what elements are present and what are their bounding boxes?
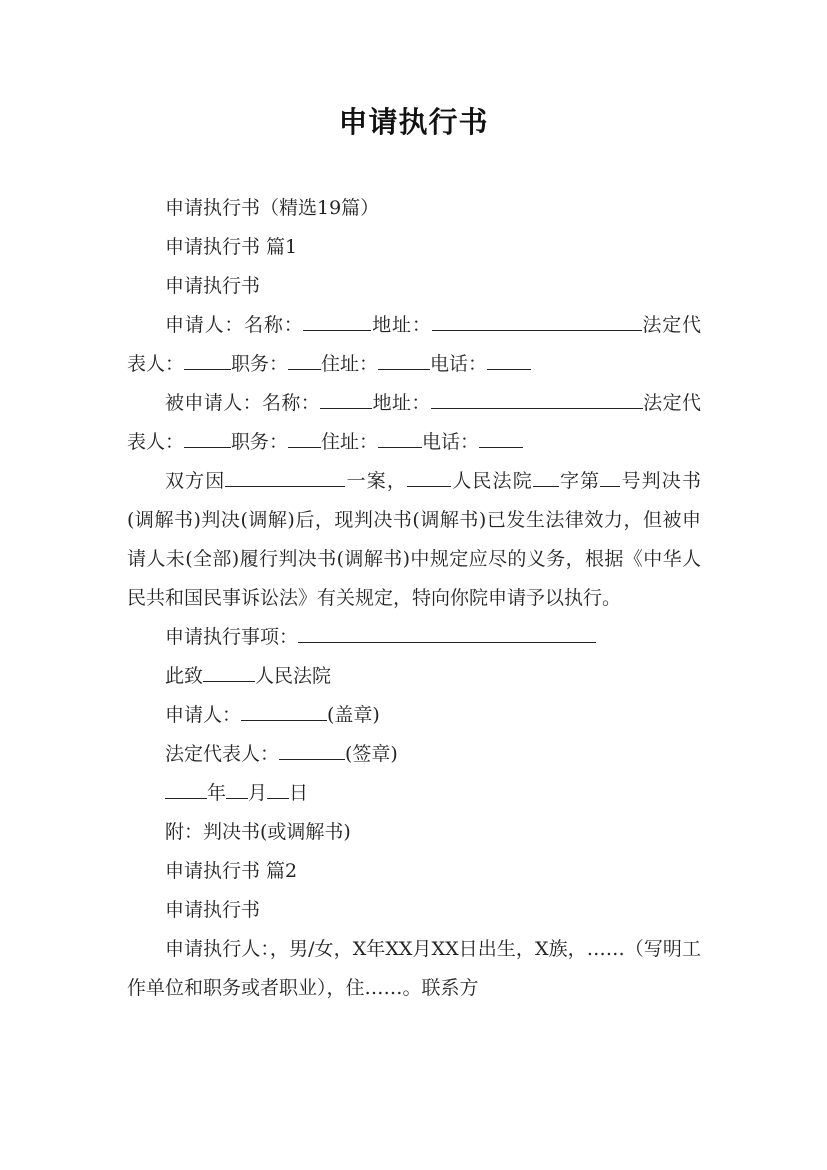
blank-line <box>298 620 596 643</box>
applicant-address-label: 地址： <box>371 314 432 336</box>
section-title-1: 申请执行书 <box>165 275 261 297</box>
attachment-line: 附：判决书(或调解书) <box>165 821 351 843</box>
text-fragment: 人民法院 <box>255 665 332 687</box>
matters-line <box>127 618 701 657</box>
text-fragment: 此致 <box>165 665 204 687</box>
applicant-signature-line <box>127 696 701 735</box>
matters-label: 申请执行事项： <box>165 626 299 648</box>
blank-line <box>303 308 371 331</box>
respondent-residence-label: 住址： <box>321 431 379 453</box>
blank-line <box>600 464 620 487</box>
blank-line <box>407 464 451 487</box>
text-fragment: 日 <box>289 782 309 804</box>
blank-line <box>288 425 321 448</box>
blank-line <box>267 776 289 799</box>
document-body <box>127 189 701 1008</box>
blank-line <box>432 308 642 331</box>
text-fragment: 字第 <box>558 470 601 492</box>
blank-line <box>320 386 372 409</box>
text-fragment: 号判决书(调解书)判决(调解)后，现判决书(调解书)已发生法律效力，但被申请人未(全部)履行判决书(调解书)中规定应尽的义务，根据《中华人民共和国民事诉讼法》有关规定，特向你院申请予以执行。 <box>127 470 701 609</box>
blank-line <box>279 737 345 760</box>
blank-line <box>378 347 430 370</box>
respondent-name-label: 被申请人：名称： <box>165 392 321 414</box>
blank-line <box>288 347 321 370</box>
section-title-2: 申请执行书 <box>165 899 261 921</box>
text-fragment: 年 <box>207 782 227 804</box>
page-title: 申请执行书 <box>338 105 489 139</box>
applicant-title-label: 职务： <box>231 353 289 375</box>
applicant-name-label: 申请人：名称： <box>165 314 304 336</box>
text-fragment: 人民法院 <box>451 470 533 492</box>
applicant-info-paragraph: 申请执行人：，男/女，X年XX月XX日出生，X族，……（写明工作单位和职务或者职业），住……。联系方 <box>127 938 701 999</box>
case-paragraph <box>127 462 701 618</box>
salutation-line <box>127 657 701 696</box>
text-fragment: 双方因 <box>165 470 226 492</box>
applicant-residence-label: 住址： <box>321 353 379 375</box>
representative-signature-line <box>127 735 701 774</box>
respondent-phone-label: 电话： <box>422 431 480 453</box>
blank-line <box>431 386 643 409</box>
text-fragment: 月 <box>248 782 268 804</box>
text-fragment: 一案， <box>345 470 408 492</box>
section-heading-1: 申请执行书 篇1 <box>165 236 298 258</box>
blank-line <box>225 464 345 487</box>
blank-line <box>203 659 255 682</box>
blank-line <box>533 464 559 487</box>
date-line <box>127 774 701 813</box>
text-fragment: (盖章) <box>327 704 380 726</box>
section-heading-2: 申请执行书 篇2 <box>165 860 298 882</box>
respondent-title-label: 职务： <box>231 431 289 453</box>
blank-line <box>184 425 231 448</box>
blank-line <box>165 776 207 799</box>
applicant-phone-label: 电话： <box>430 353 488 375</box>
blank-line <box>241 698 327 721</box>
respondent-paragraph <box>127 384 701 462</box>
blank-line <box>487 347 531 370</box>
respondent-rep-label: 定代表人： <box>127 392 701 453</box>
text-fragment: 申请人： <box>165 704 242 726</box>
applicant-paragraph <box>127 306 701 384</box>
blank-line <box>378 425 422 448</box>
text-fragment: 法定代表人： <box>165 743 280 765</box>
paragraph-heading: 申请执行书（精选19篇） <box>165 197 380 219</box>
blank-line <box>184 347 231 370</box>
respondent-address-label: 地址： <box>372 392 431 414</box>
text-fragment: 法 <box>641 314 663 336</box>
text-fragment: 法 <box>642 392 663 414</box>
blank-line <box>479 425 523 448</box>
text-fragment: (签章) <box>345 743 398 765</box>
applicant-rep-label: 定代表人： <box>127 314 701 375</box>
blank-line <box>226 776 248 799</box>
